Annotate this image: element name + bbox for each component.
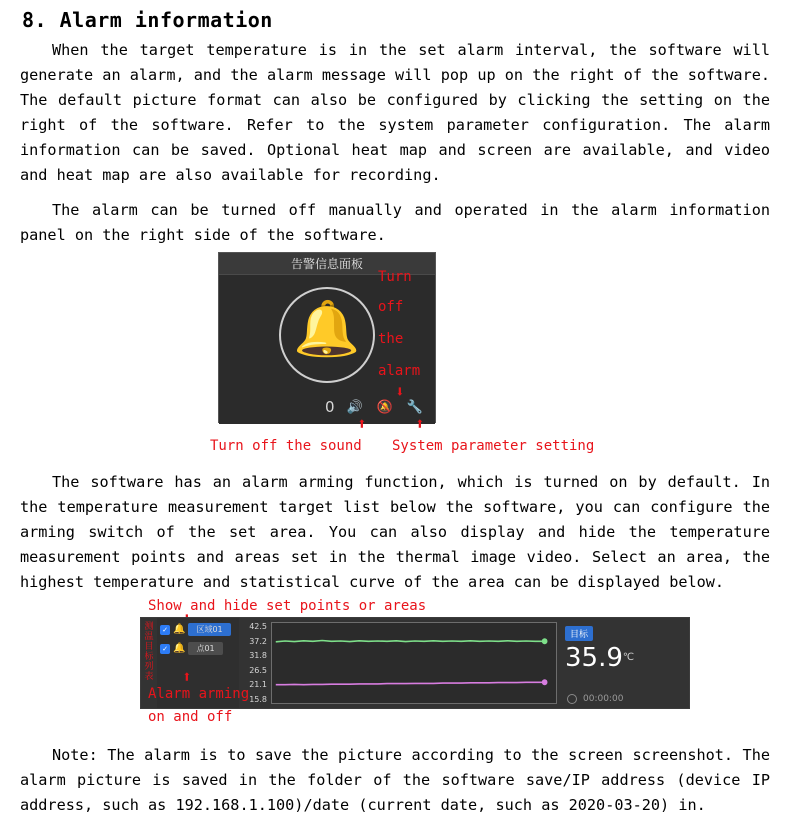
record-dot-icon — [567, 694, 577, 704]
target-label[interactable]: 点01 — [188, 642, 222, 655]
target-list-vertical-label: 测温目标列表 — [141, 618, 157, 708]
y-tick: 42.5 — [249, 622, 267, 631]
bell-icon: 🔔 — [293, 297, 361, 360]
speaker-icon[interactable]: 🔊 — [346, 399, 364, 415]
annotation-turn-off-alarm-line1: Turn — [378, 269, 412, 285]
alarm-panel-title: 告警信息面板 — [219, 253, 435, 275]
y-tick: 21.1 — [249, 680, 267, 690]
annotation-turn-off-sound: Turn off the sound — [210, 438, 362, 454]
annotation-turn-off-alarm-line4: alarm — [378, 363, 421, 379]
readout-temperature-value: 35.9 — [565, 643, 623, 673]
alarm-panel-figure — [0, 248, 790, 470]
y-tick: 26.5 — [249, 665, 267, 675]
annotation-alarm-arming: Alarm arming on and off — [148, 686, 250, 725]
readout-temperature — [565, 643, 683, 673]
annotation-arrow-up-arming: ⬆ — [182, 667, 192, 686]
readout-unit: ℃ — [622, 652, 635, 663]
recording-timer: 00:00:00 — [583, 694, 624, 704]
annotation-arrow-up-settings: ⬆ — [415, 414, 425, 433]
alarm-count: 0 — [325, 398, 335, 416]
annotation-show-hide: Show and hide set points or areas — [148, 598, 427, 614]
annotation-turn-off-alarm-line3: the — [378, 331, 404, 347]
document-page — [0, 8, 790, 814]
annotation-arrow-down-alarm: ⬇ — [395, 382, 405, 401]
paragraph-1: When the target temperature is in the set alarm interval, the software will generate an alarm, and the alarm message will pop up on the right of the software. The default picture format can also be configured by clicking the setting on the right of the software. Refer to the system parameter configuration. The alarm information can be saved. Optional heat map and screen are available, and video and heat map are also available for recording. — [20, 41, 770, 184]
temperature-readout — [559, 618, 689, 708]
temperature-curve-chart — [271, 622, 557, 704]
list-item[interactable] — [160, 623, 236, 636]
visibility-checkbox[interactable]: ✓ — [160, 644, 170, 654]
target-list-figure — [0, 595, 790, 725]
y-tick: 37.2 — [249, 636, 267, 646]
arming-bell-icon[interactable]: 🔔 — [173, 623, 186, 635]
section-title: Alarm information — [59, 8, 273, 32]
wrench-icon[interactable]: 🔧 — [406, 399, 424, 415]
section-number: 8. — [22, 8, 48, 32]
paragraph-3: The software has an alarm arming function, which is turned on by default. In the temperature measurement target list below the software, you can configure the arming switch of the set area. You can also display and hide the temperature measurement points and areas set in the thermal image video. Select an area, the highest temperature and statistical curve of the area can be displayed below. — [20, 473, 770, 591]
paragraph-2: The alarm can be turned off manually and operated in the alarm information panel on the right side of the software. — [20, 201, 770, 244]
paragraph-4-note: Note: The alarm is to save the picture according to the screen screenshot. The alarm picture is saved in the folder of the software save/IP address (device IP address, such as 192.168.1.100)/date (current date, such as 2020-03-20) in. — [20, 746, 770, 814]
annotation-system-parameter-setting: System parameter setting — [392, 438, 595, 454]
list-item[interactable] — [160, 642, 236, 655]
annotation-turn-off-alarm-line2: off — [378, 299, 404, 315]
page-title — [22, 8, 790, 32]
arming-bell-icon[interactable]: 🔔 — [173, 642, 186, 654]
chart-svg — [272, 623, 556, 703]
readout-target-tag: 目标 — [565, 626, 593, 641]
visibility-checkbox[interactable]: ✓ — [160, 625, 170, 635]
bell-off-icon[interactable]: 🔕 — [376, 399, 394, 415]
recording-status — [567, 694, 623, 704]
annotation-arrow-up-sound: ⬆ — [357, 414, 367, 433]
target-label[interactable]: 区域01 — [188, 623, 230, 636]
y-tick: 15.8 — [249, 694, 267, 704]
y-tick: 31.8 — [249, 651, 267, 661]
